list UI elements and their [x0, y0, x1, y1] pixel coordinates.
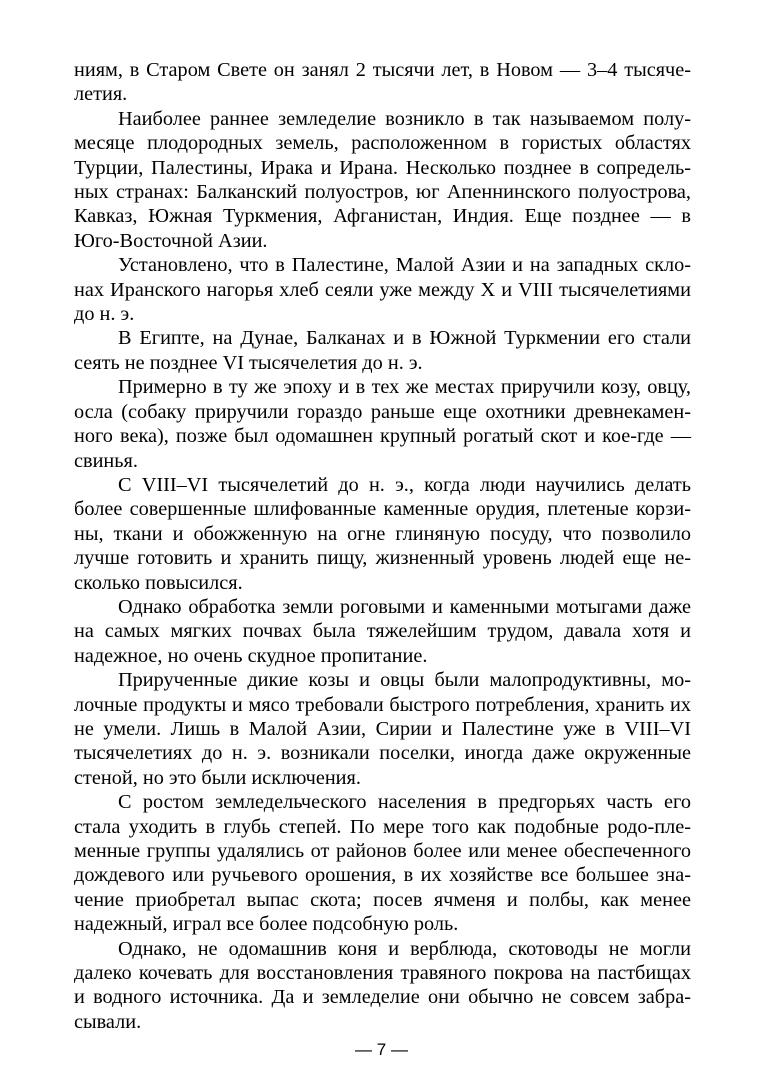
paragraph-5: Примерно в ту же эпоху и в тех же местах приручили козу, овцу, осла (собаку приручили гораздо раньше еще охотники древнекаменного века), позже был одомашнен крупный рогатый скот и кое-где — свинья.: [74, 376, 691, 472]
paragraph-2: Наиболее раннее земледелие возникло в так называемом полумесяце плодородных земель, расположенном в гористых областях Турции, Палестины, Ирака и Ирана. Несколько позднее в сопредельных странах: Балканский полуостров, юг Апеннинского полуострова, Кавказ, Южная Туркмения, Афганистан, Индия. Еще позднее — в Юго-Восточной Азии.: [74, 107, 691, 252]
paragraph-3: Установлено, что в Палестине, Малой Азии и на западных склонах Иранского нагорья хлеб сеяли уже между X и VIII тысячелетиями до н. э.: [74, 254, 691, 326]
paragraph-8: Прирученные дикие козы и овцы были малопродуктивны, молочные продукты и мясо требовали быстрого потребления, хранить их не умели. Лишь в Малой Азии, Сирии и Палестине уже в VIII–VI тысячелетиях до н. э. возникали поселки, иногда даже окруженные стеной, но это были исключения.: [74, 669, 691, 789]
paragraph-4: В Египте, на Дунае, Балканах и в Южной Туркмении его стали сеять не позднее VI тысячелетия до н. э.: [74, 327, 691, 374]
paragraph-1-continuation: ниям, в Старом Свете он занял 2 тысячи лет, в Новом — 3–4 тысячелетия.: [74, 59, 691, 106]
page-number: — 7 —: [355, 1040, 408, 1059]
page-body-text: [74, 58, 691, 1034]
paragraph-10: Однако, не одомашнив коня и верблюда, скотоводы не могли далеко кочевать для восстановления травяного покрова на пастбищах и водного источника. Да и земледелие они обычно не совсем забрасывали.: [74, 937, 691, 1033]
paragraph-6: С VIII–VI тысячелетий до н. э., когда люди научились делать более совершенные шлифованные каменные орудия, плетеные корзины, ткани и обожженную на огне глиняную посуду, что позволило лучше готовить и хранить пищу, жизненный уровень людей еще несколько повысился.: [74, 473, 691, 594]
paragraph-9: С ростом земледельческого населения в предгорьях часть его стала уходить в глубь степей. По мере того как подобные родо-племенные группы удалялись от районов более или менее обеспеченного дождевого или ручьевого орошения, в их хозяйстве все большее значение приобретал выпас скота; посев ячменя и полбы, как менее надежный, играл все более подсобную роль.: [74, 791, 691, 936]
paragraph-7: Однако обработка земли роговыми и каменными мотыгами даже на самых мягких почвах была тяжелейшим трудом, давала хотя и надежное, но очень скудное пропитание.: [74, 595, 691, 667]
